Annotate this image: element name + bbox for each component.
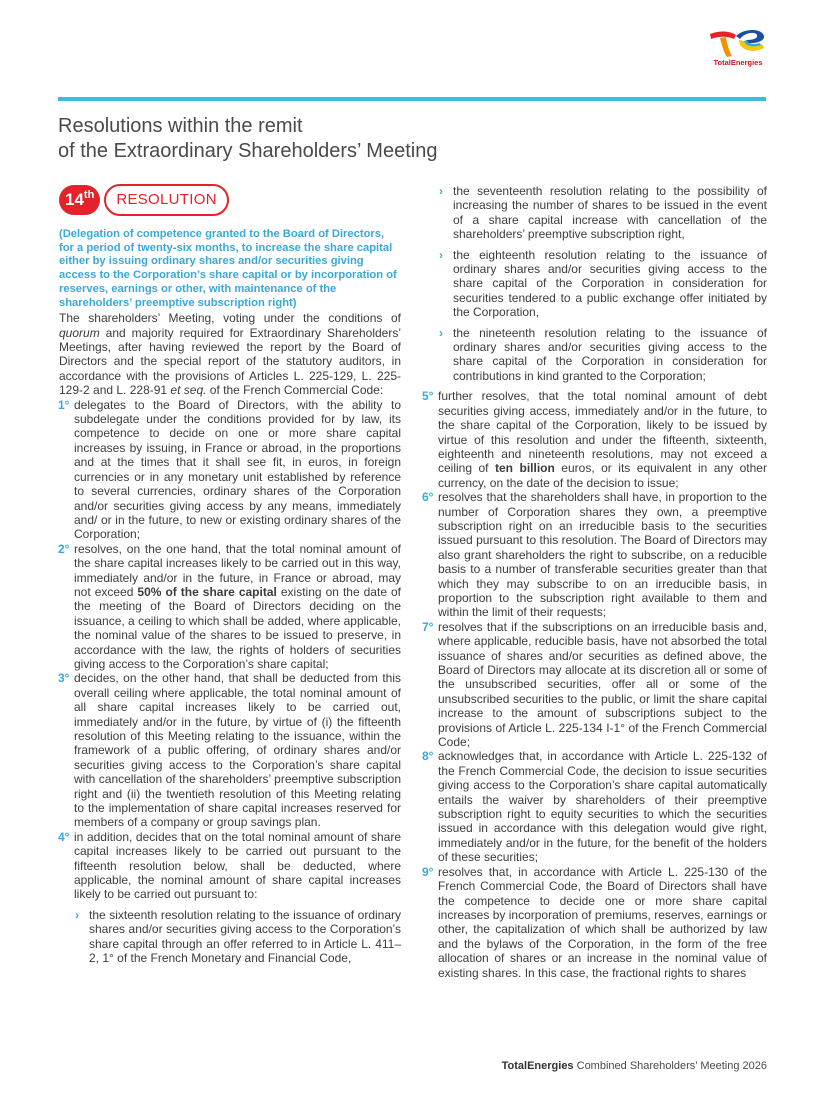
page-footer <box>502 1060 767 1072</box>
clause-text: resolves that if the subscriptions on an irreducible basis and, where applicable, reducible basis, have not absorbed the total issuance of shares and/or securities as defined above, the Board of Directors may allocate at its discretion all or some of the unsubscribed securities, offer all or some of the unsubscribed securities to the public, or limit the share capital increase to the amount of subscriptions subject to the provisions of Article L. 225-134 I-1° of the French Commercial Code; <box>438 619 767 750</box>
sub-bullet-1 <box>74 908 401 966</box>
page-title-line-2: of the Extraordinary Shareholders’ Meeting <box>58 140 438 162</box>
clause-text-a: resolves, on the one hand, that the total nominal amount of the share capital increases likely to be carried out in this way, immediately and/or in the future, in France or abroad, may not exceed <box>74 541 401 599</box>
clause-number: 6° <box>422 490 434 505</box>
clause-text: in addition, decides that on the total nominal amount of share capital increases likely to be carried out pursuant to the fifteenth resolution below, shall be deducted, where applicable, the nominal amount of share capital increases likely to be carried out pursuant to: <box>74 829 401 902</box>
clause-text-b: existing on the date of the meeting of the Board of Directors deciding on the issuance, a ceiling to which shall be added, where applicable, the nominal value of the shares to be issued to preserve, in accordance with the law, the rights of holders of securities giving access to the Corporation’s share capital; <box>74 584 402 671</box>
clause-text-b: euros, or its equivalent in any other currency, on the date of the decision to issue; <box>438 461 767 490</box>
resolution-label: RESOLUTION <box>104 184 229 216</box>
clause-number: 3° <box>58 671 70 686</box>
intro-text-c: of the French Commercial Code: <box>206 383 384 398</box>
chevron-right-icon: › <box>439 325 443 340</box>
left-column <box>59 184 401 966</box>
totalenergies-logo <box>706 26 770 70</box>
header-rule <box>58 97 766 101</box>
sub-bullet-text: the nineteenth resolution relating to the issuance of ordinary shares and/or securities giving access to the share capital of the Corporation in consideration for contributions in kind granted to the Corporation; <box>453 325 767 383</box>
chevron-right-icon: › <box>439 184 443 198</box>
resolution-number-suffix: th <box>83 189 95 201</box>
right-column <box>423 184 767 980</box>
page-title <box>58 114 758 164</box>
clause-text: acknowledges that, in accordance with Article L. 225-132 of the French Commercial Code, the decision to issue securities giving access to the Corporation’s share capital automatically entails the waiver by shareholders of their preemptive subscription right to equity securities to which the securities issued in accordance with this delegation would give right, immediately and/or in the future, for the benefit of the holders of these securities; <box>438 749 767 865</box>
sub-bullet-text: the seventeenth resolution relating to the possibility of increasing the number of shares to be issued in the event of a share capital increase with cancellation of the shareholders’ preemptive subscription right, <box>453 184 767 242</box>
clause-1 <box>59 398 401 542</box>
clause-7 <box>423 620 767 750</box>
clause-number: 5° <box>422 389 434 404</box>
clause-number: 1° <box>58 397 70 412</box>
clause-2 <box>59 542 401 672</box>
sub-bullet-2 <box>438 184 767 242</box>
intro-text-b: and majority required for Extraordinary Shareholders’ Meetings, after having reviewed the report by the Board of Directors and the special report of the statutory auditors, in accordance with the provisions of Articles L. 225-129, L. 225-129-2 and L. 228-91 <box>59 325 401 398</box>
clause-number: 4° <box>58 829 70 844</box>
chevron-right-icon: › <box>75 907 79 922</box>
resolution-number <box>59 185 100 215</box>
sub-bullet-text: the sixteenth resolution relating to the issuance of ordinary shares and/or securities giving access to the Corporation’s share capital through an offer referred to in Article L. 411–2, 1° of the French Monetary and Financial Code, <box>89 907 401 966</box>
clause-8 <box>423 749 767 864</box>
intro-quorum: quorum <box>59 325 100 340</box>
footer-brand: TotalEnergies <box>501 1060 574 1072</box>
clause-text: resolves that the shareholders shall have, in proportion to the number of Corporation shares they own, a preemptive subscription right on an irreducible basis to the securities issued pursuant to this resolution. The Board of Directors may also grant shareholders the right to subscribe, on a reducible basis to a number of transferable securities greater than that which they may subscribe to on an irreducible basis, in proportion to the subscription right available to them and within the limit of their requests; <box>438 490 767 620</box>
sub-bullet-4 <box>438 326 767 384</box>
clause-number: 7° <box>422 619 434 634</box>
clause-text: decides, on the other hand, that shall be deducted from this overall ceiling where applicable, the total nominal amount of all share capital increases likely to be carried out, immediately and/or in the future, by virtue of (i) the fifteenth resolution of this Meeting relating to the issuance, within the framework of a public offering, of ordinary shares and/or securities giving access to the Corporation’s share capital with cancellation of the shareholders’ preemptive subscription right and (ii) the twentieth resolution of this Meeting relating to the implementation of share capital increases reserved for members of a company or group savings plan. <box>74 671 401 830</box>
clause-bold: 50% of the share capital <box>137 584 277 599</box>
intro-paragraph <box>59 311 401 397</box>
resolution-badge <box>59 184 401 216</box>
clause-4 <box>59 830 401 966</box>
clause-4-continued <box>423 184 767 383</box>
clause-5 <box>423 389 767 490</box>
sub-bullet-text: the eighteenth resolution relating to the issuance of ordinary shares and/or securities giving access to the share capital of the Corporation in consideration for securities tendered to a public exchange offer initiated by the Corporation, <box>453 247 767 320</box>
resolution-subtitle: (Delegation of competence granted to the Board of Directors, for a period of twenty-six months, to increase the share capital either by issuing ordinary shares and/or securities giving access to the Corporation’s share capital or by incorporation of reserves, earnings or other, with maintenance of the shareholders’ preemptive subscription right) <box>59 228 397 309</box>
clause-9 <box>423 865 767 980</box>
footer-text: Combined Shareholders’ Meeting 2026 <box>573 1060 767 1072</box>
clause-bold: ten billion <box>495 461 555 476</box>
chevron-right-icon: › <box>439 247 443 262</box>
page-title-line-1: Resolutions within the remit <box>58 115 303 137</box>
clause-3 <box>59 671 401 829</box>
clause-number: 2° <box>58 541 70 556</box>
clause-text: resolves that, in accordance with Article L. 225-130 of the French Commercial Code, the Board of Directors shall have the competence to decide one or more share capital increases by incorporation of premiums, reserves, earnings or other, the capitalization of which shall be authorized by law and the bylaws of the Corporation, in the form of the free allocation of shares or an increase in the nominal value of existing shares. In this case, the fractional rights to shares <box>438 864 767 980</box>
intro-text-a: The shareholders’ Meeting, voting under the conditions of <box>59 311 401 326</box>
clause-6 <box>423 490 767 620</box>
sub-bullet-3 <box>438 248 767 320</box>
clause-number: 9° <box>422 864 434 879</box>
intro-etseq: et seq. <box>170 383 207 398</box>
clause-text-a: further resolves, that the total nominal amount of debt securities giving access, immediately and/or in the future, to the share capital of the Corporation, likely to be issued by virtue of this resolution and under the fifteenth, sixteenth, eighteenth and nineteenth resolutions, may not exceed a ceiling of <box>438 389 767 476</box>
clause-number: 8° <box>422 749 434 764</box>
resolution-number-value: 14 <box>65 190 84 209</box>
logo-wordmark: TotalEnergies <box>713 58 763 67</box>
clause-text: delegates to the Board of Directors, with the ability to subdelegate under the conditions provided for by law, its competence to decide on one or more share capital increases by issuing, in France or abroad, in the proportions and at the times that it shall see fit, in euros, in foreign currencies or in any monetary unit established by reference to several currencies, ordinary shares of the Corporation and/or securities giving access by any means, immediately and/ or in the future, to new or existing ordinary shares of the Corporation; <box>74 397 401 542</box>
logo-mark-icon <box>706 26 770 60</box>
